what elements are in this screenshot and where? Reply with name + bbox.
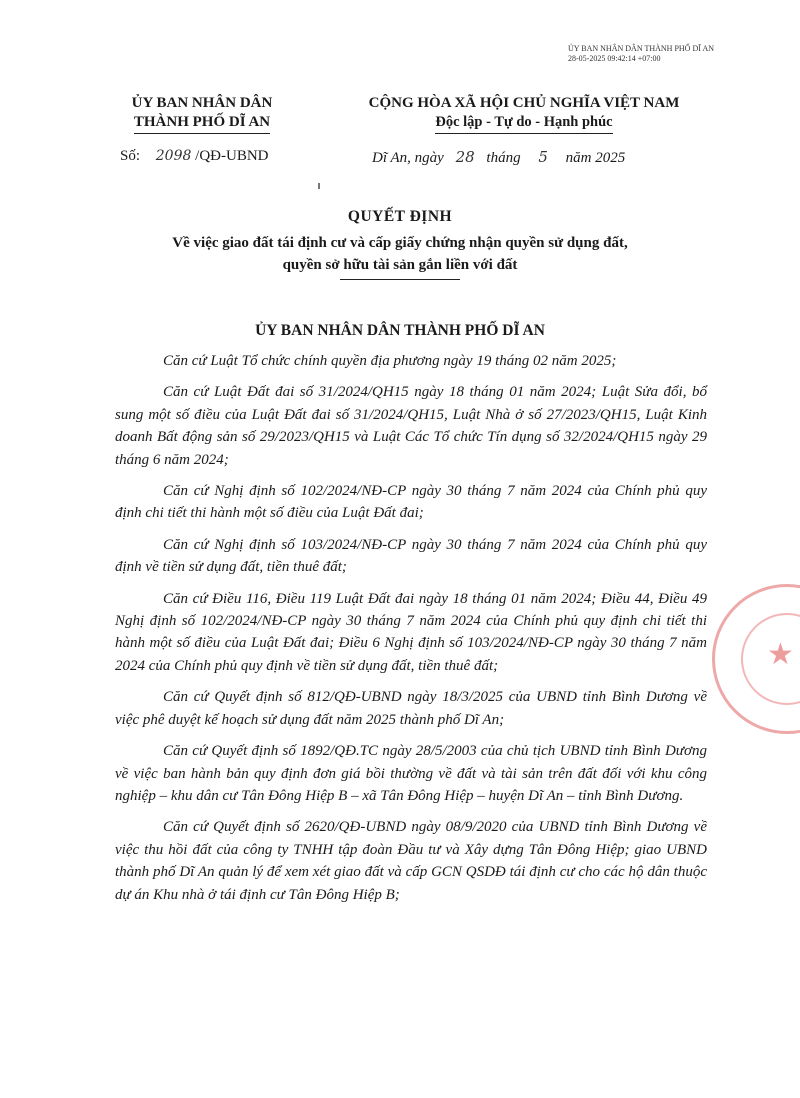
date-month: 5	[538, 148, 548, 166]
paragraph: Căn cứ Điều 116, Điều 119 Luật Đất đai ngày 18 tháng 01 năm 2024; Điều 44, Điều 49 Nghị định số 102/2024/NĐ-CP ngày 30 tháng 7 năm 2024 của Chính phủ quy định chi tiết thi hành một số điều của Luật Đất đai; Điều 6 Nghị định số 103/2024/NĐ-CP ngày 30 tháng 7 năm 2024 của Chính phủ quy định về tiền sử dụng đất, tiền thuê đất;	[115, 590, 707, 674]
issuing-authority: ỦY BAN NHÂN DÂN THÀNH PHỐ DĨ AN	[255, 322, 545, 339]
document-date	[372, 148, 625, 167]
signature-timestamp: 28-05-2025 09:42:14 +07:00	[568, 54, 661, 63]
star-icon: ★	[767, 638, 794, 671]
authority-line-2: THÀNH PHỐ DĨ AN	[134, 113, 270, 134]
national-title: CỘNG HÒA XÃ HỘI CHỦ NGHĨA VIỆT NAM	[368, 95, 680, 111]
paragraph: Căn cứ Quyết định số 1892/QĐ.TC ngày 28/5/2003 của chủ tịch UBND tỉnh Bình Dương về việc ban hành bản quy định đơn giá bồi thường về đất và tài sản trên đất đối với khu công nghiệp – khu dân cư Tân Đông Hiệp B – xã Tân Đông Hiệp – huyện Dĩ An – tỉnh Bình Dương.	[115, 743, 707, 804]
authority-line-1: ỦY BAN NHÂN DÂN	[131, 95, 273, 111]
date-year: năm 2025	[565, 150, 626, 166]
issuing-authority-header	[118, 94, 286, 134]
official-seal	[712, 584, 800, 734]
paragraph: Căn cứ Nghị định số 102/2024/NĐ-CP ngày 30 tháng 7 năm 2024 của Chính phủ quy định chi tiết thi hành một số điều của Luật Đất đai;	[115, 483, 707, 522]
doc-number-prefix: Số:	[120, 148, 141, 164]
digital-signature-stamp	[568, 44, 714, 64]
national-header	[334, 94, 714, 134]
document-body	[115, 350, 707, 915]
title-subject-line-1: Về việc giao đất tái định cư và cấp giấy chứng nhận quyền sử dụng đất,	[172, 235, 628, 251]
paragraph: Căn cứ Luật Tổ chức chính quyền địa phương ngày 19 tháng 02 năm 2025;	[163, 353, 617, 369]
paragraph: Căn cứ Nghị định số 103/2024/NĐ-CP ngày 30 tháng 7 năm 2024 của Chính phủ quy định về tiền sử dụng đất, tiền thuê đất;	[115, 536, 707, 576]
date-day: 28	[455, 148, 475, 166]
document-number	[120, 148, 269, 165]
date-month-label: tháng	[486, 150, 521, 166]
title-underline	[340, 279, 460, 280]
title-main: QUYẾT ĐỊNH	[347, 208, 453, 225]
signature-issuer: ỦY BAN NHÂN DÂN THÀNH PHỐ DĨ AN	[568, 44, 714, 53]
paragraph: Căn cứ Quyết định số 812/QĐ-UBND ngày 18/3/2025 của UBND tỉnh Bình Dương về việc phê duyệt kế hoạch sử dụng đất năm 2025 thành phố Dĩ An;	[115, 689, 707, 728]
date-place: Dĩ An, ngày	[372, 150, 444, 166]
doc-number-suffix: /QĐ-UBND	[195, 148, 269, 164]
paragraph: Căn cứ Luật Đất đai số 31/2024/QH15 ngày 18 tháng 01 năm 2024; Luật Sửa đổi, bổ sung một số điều của Luật Đất đai số 31/2024/QH15, Luật Nhà ở số 27/2023/QH15, Luật Kinh doanh Bất động sản số 29/2023/QH15 và Luật Các Tổ chức Tín dụng số 32/2024/QH15 ngày 29 tháng 6 năm 2024;	[115, 384, 707, 468]
national-motto: Độc lập - Tự do - Hạnh phúc	[435, 113, 612, 134]
scan-mark	[318, 183, 320, 189]
paragraph: Căn cứ Quyết định số 2620/QĐ-UBND ngày 08/9/2020 của UBND tỉnh Bình Dương về việc thu hồi đất của công ty TNHH tập đoàn Đầu tư và Xây dựng Tân Đông Hiệp; giao UBND thành phố Dĩ An quản lý để xem xét giao đất và cấp GCN QSDĐ tái định cư cho các hộ dân thuộc dự án Khu nhà ở tái định cư Tân Đông Hiệp B;	[115, 819, 707, 903]
title-subject-line-2: quyền sở hữu tài sản gắn liền với đất	[282, 257, 518, 273]
doc-number-handwritten: 2098	[155, 148, 192, 164]
decision-title	[100, 206, 700, 280]
